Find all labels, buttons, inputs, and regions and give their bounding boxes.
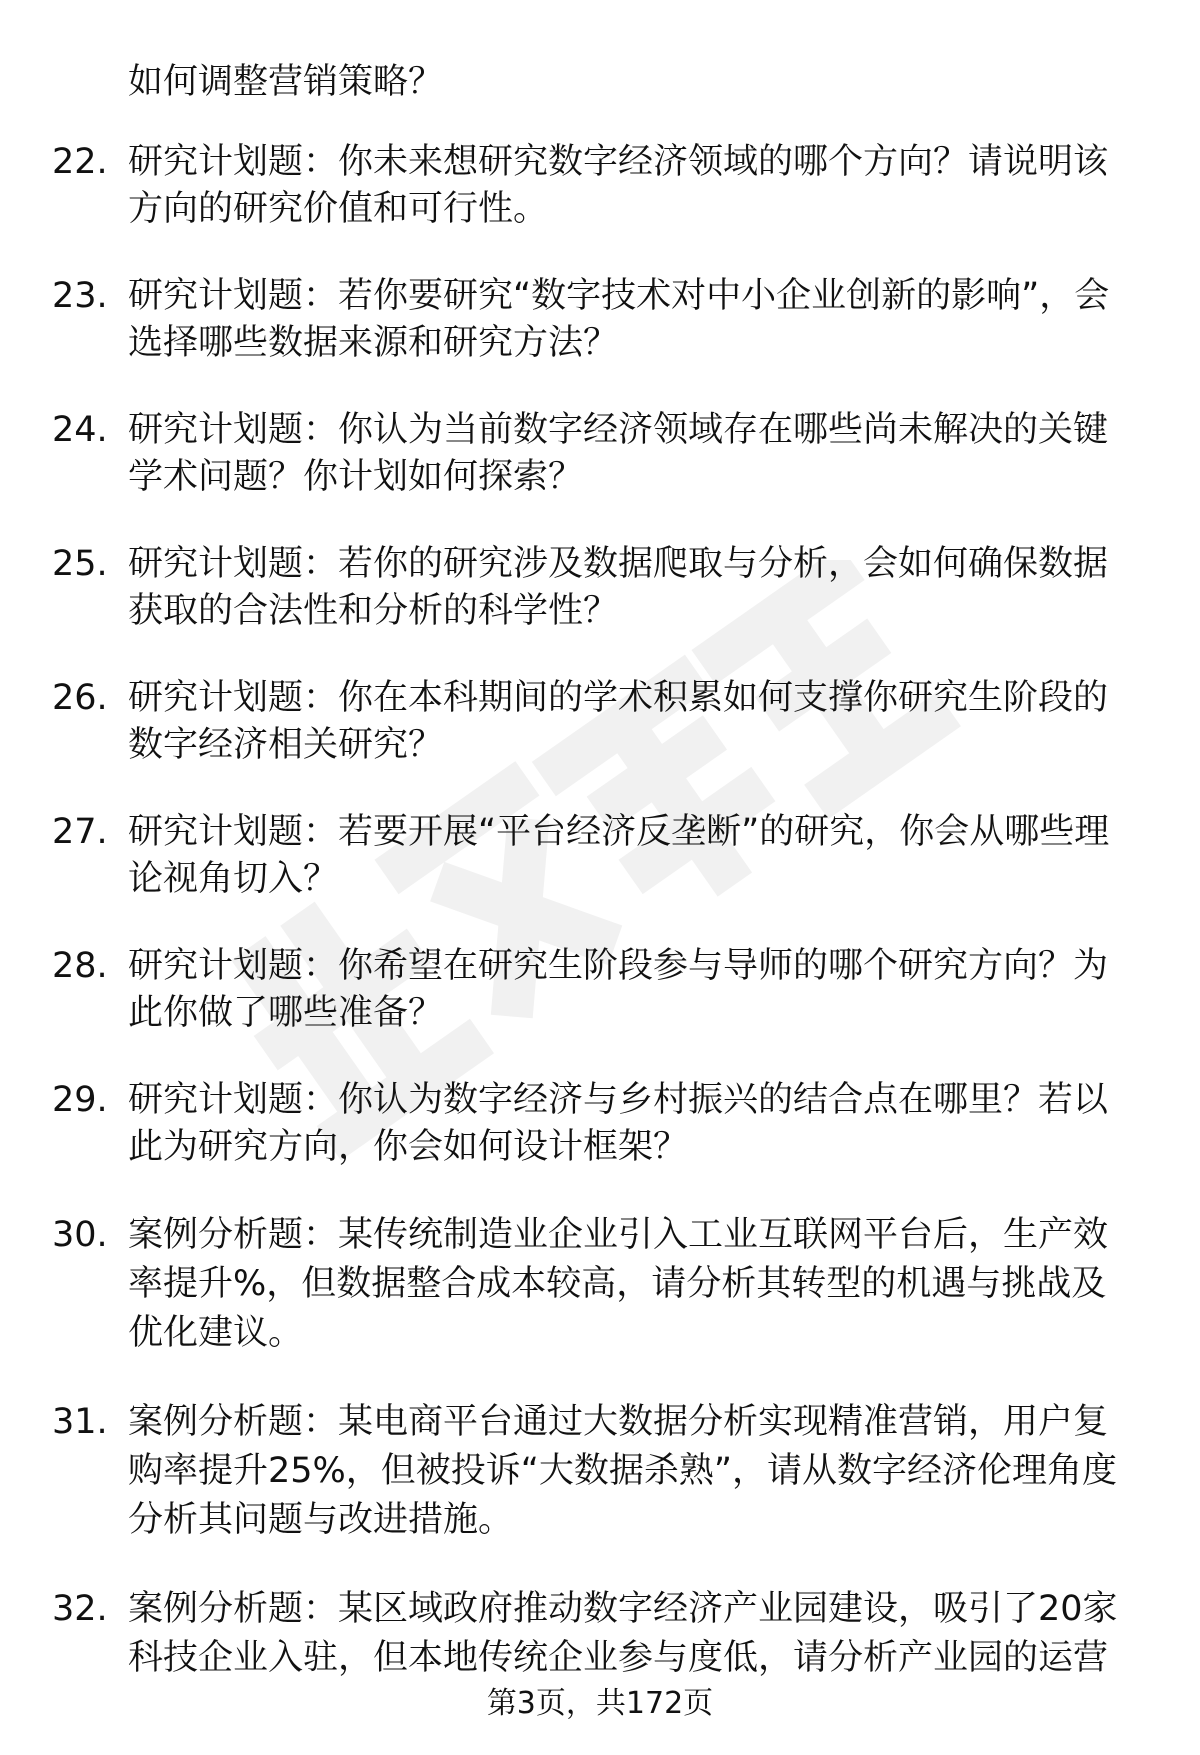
question-number: 22. <box>52 142 108 182</box>
question-number: 31. <box>52 1402 108 1442</box>
question-item <box>0 1211 1200 1358</box>
question-item <box>0 139 1200 233</box>
question-text: 研究计划题：若要开展“平台经济反垄断”的研究，你会从哪些理论视角切入？ <box>128 812 1110 899</box>
question-number: 28. <box>52 946 108 986</box>
question-text: 研究计划题：你希望在研究生阶段参与导师的哪个研究方向？为此你做了哪些准备？ <box>128 946 1109 1033</box>
question-number: 24. <box>52 410 108 450</box>
question-number: 26. <box>52 678 108 718</box>
question-number: 23. <box>52 276 108 316</box>
page-footer: 第3页，共172页 <box>486 1686 714 1721</box>
question-text: 案例分析题：某区域政府推动数字经济产业园建设，吸引了20家科技企业入驻，但本地传统企业参与度低，请分析产业园的运营 <box>128 1589 1118 1678</box>
question-item <box>0 675 1200 769</box>
question-item <box>0 273 1200 367</box>
question-text: 案例分析题：某传统制造业企业引入工业互联网平台后，生产效率提升%，但数据整合成本较高，请分析其转型的机遇与挑战及优化建议。 <box>128 1215 1109 1353</box>
question-text: 研究计划题：你在本科期间的学术积累如何支撑你研究生阶段的数字经济相关研究？ <box>128 678 1109 765</box>
question-text: 研究计划题：你未来想研究数字经济领域的哪个方向？请说明该方向的研究价值和可行性。 <box>128 142 1109 229</box>
question-item <box>0 943 1200 1037</box>
question-item <box>0 1585 1200 1683</box>
question-number: 27. <box>52 812 108 852</box>
question-text: 研究计划题：若你要研究“数字技术对中小企业创新的影响”，会选择哪些数据来源和研究方法？ <box>128 276 1110 363</box>
question-text: 研究计划题：你认为数字经济与乡村振兴的结合点在哪里？若以此为研究方向，你会如何设计框架？ <box>128 1080 1109 1167</box>
question-number: 30. <box>52 1215 108 1255</box>
previous-question-continuation: 如何调整营销策略？ <box>128 62 444 102</box>
question-list <box>0 139 1200 1723</box>
question-item <box>0 541 1200 635</box>
question-number: 29. <box>52 1080 108 1120</box>
question-text: 研究计划题：若你的研究涉及数据爬取与分析，会如何确保数据获取的合法性和分析的科学性？ <box>128 544 1109 631</box>
question-text: 案例分析题：某电商平台通过大数据分析实现精准营销，用户复购率提升25%，但被投诉“大数据杀熟”，请从数字经济伦理角度分析其问题与改进措施。 <box>128 1402 1118 1540</box>
question-number: 25. <box>52 544 108 584</box>
question-number: 32. <box>52 1589 108 1629</box>
question-item <box>0 809 1200 903</box>
question-text: 研究计划题：你认为当前数字经济领域存在哪些尚未解决的关键学术问题？你计划如何探索？ <box>128 410 1109 497</box>
question-item <box>0 1077 1200 1171</box>
question-item <box>0 1398 1200 1545</box>
question-item <box>0 407 1200 501</box>
